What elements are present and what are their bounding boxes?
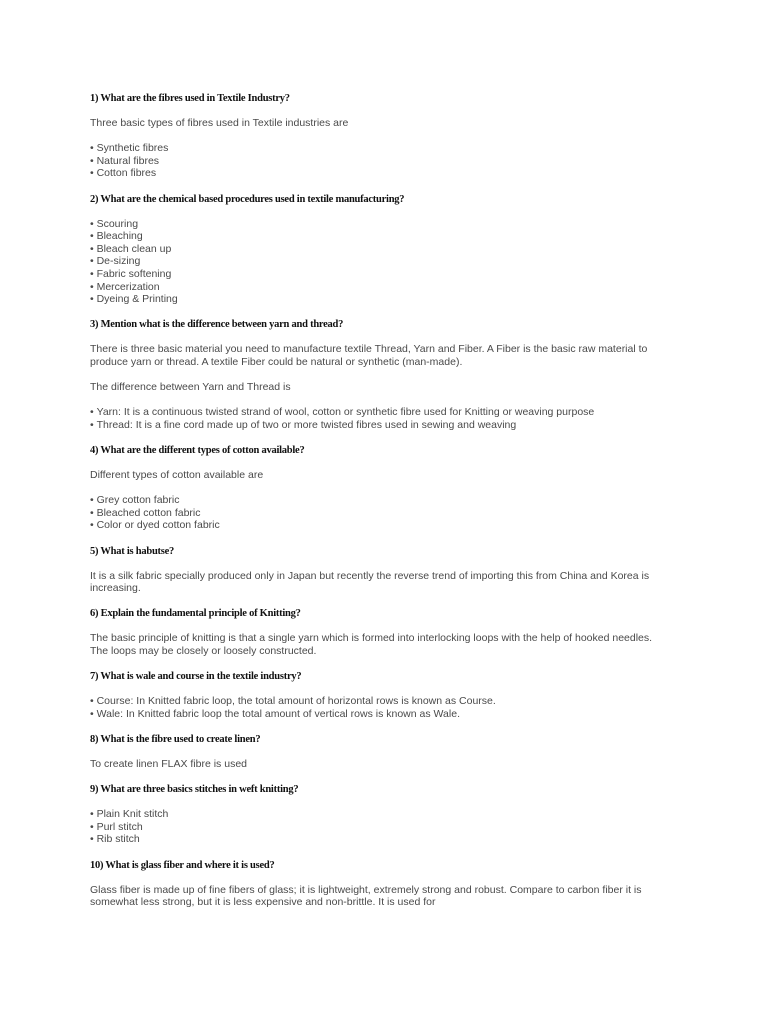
bullet-list	[90, 218, 670, 306]
list-item: • Thread: It is a fine cord made up of two or more twisted fibres used in sewing and weaving	[90, 419, 670, 432]
list-item: • Rib stitch	[90, 833, 670, 846]
list-item: • Bleach clean up	[90, 243, 670, 256]
answer-paragraph: To create linen FLAX fibre is used	[90, 757, 247, 770]
list-item: • Color or dyed cotton fabric	[90, 519, 670, 532]
question-heading: 2) What are the chemical based procedures used in textile manufacturing?	[90, 193, 405, 205]
list-item: • Grey cotton fabric	[90, 494, 670, 507]
answer-paragraph: Three basic types of fibres used in Textile industries are	[90, 117, 349, 129]
bullet-list	[90, 494, 670, 532]
answer-paragraph: The basic principle of knitting is that a single yarn which is formed into interlocking loops with the help of hooked needles. The loops may be closely or loosely constructed.	[90, 632, 653, 657]
qa-section-4	[90, 444, 670, 532]
list-item: • Synthetic fibres	[90, 142, 670, 155]
question-heading: 4) What are the different types of cotton available?	[90, 445, 305, 457]
list-item: • Fabric softening	[90, 268, 670, 281]
answer-paragraph: Different types of cotton available are	[90, 469, 264, 482]
question-heading: 3) Mention what is the difference between yarn and thread?	[90, 319, 344, 331]
bullet-list	[90, 142, 670, 180]
list-item: • Dyeing & Printing	[90, 293, 670, 306]
list-item: • Cotton fibres	[90, 167, 670, 180]
qa-section-9	[90, 783, 670, 846]
list-item: • Scouring	[90, 218, 670, 231]
question-heading: 8) What is the fibre used to create linen?	[90, 733, 261, 745]
qa-section-2	[90, 193, 670, 306]
qa-section-1	[90, 92, 670, 180]
list-item: • Course: In Knitted fabric loop, the total amount of horizontal rows is known as Course.	[90, 695, 670, 708]
qa-section-5	[90, 545, 670, 595]
list-item: • De-sizing	[90, 255, 670, 268]
list-item: • Plain Knit stitch	[90, 808, 670, 821]
answer-paragraph: The difference between Yarn and Thread is	[90, 381, 291, 394]
list-item: • Bleaching	[90, 230, 670, 243]
list-item: • Bleached cotton fabric	[90, 507, 670, 520]
question-heading: 1) What are the fibres used in Textile Industry?	[90, 93, 290, 104]
question-heading: 7) What is wale and course in the textile industry?	[90, 671, 302, 683]
question-heading: 9) What are three basics stitches in weft knitting?	[90, 784, 299, 796]
answer-paragraph: It is a silk fabric specially produced only in Japan but recently the reverse trend of importing this from China and Korea is increasing.	[90, 569, 650, 595]
question-heading: 10) What is glass fiber and where it is used?	[90, 859, 275, 871]
list-item: • Natural fibres	[90, 155, 670, 168]
question-heading: 6) Explain the fundamental principle of Knitting?	[90, 608, 301, 620]
qa-section-8	[90, 733, 670, 771]
bullet-list	[90, 695, 670, 720]
document-body	[90, 92, 670, 921]
list-item: • Wale: In Knitted fabric loop the total amount of vertical rows is known as Wale.	[90, 708, 670, 721]
bullet-list	[90, 406, 670, 431]
question-heading: 5) What is habutse?	[90, 545, 175, 557]
qa-section-6	[90, 607, 670, 657]
qa-section-7	[90, 670, 670, 720]
list-item: • Mercerization	[90, 281, 670, 294]
qa-section-10	[90, 859, 670, 909]
list-item: • Purl stitch	[90, 821, 670, 834]
bullet-list	[90, 808, 670, 846]
list-item: • Yarn: It is a continuous twisted strand of wool, cotton or synthetic fibre used for Knitting or weaving purpose	[90, 406, 670, 419]
answer-paragraph: There is three basic material you need to manufacture textile Thread, Yarn and Fiber. A Fiber is the basic raw material to produce yarn or thread. A textile Fiber could be natural or synthetic (man-made).	[90, 343, 648, 368]
answer-paragraph: Glass fiber is made up of fine fibers of glass; it is lightweight, extremely strong and robust. Compare to carbon fiber it is somewhat less strong, but it is less expensive and non-brittle. It is used for	[90, 883, 642, 909]
qa-section-3	[90, 318, 670, 431]
